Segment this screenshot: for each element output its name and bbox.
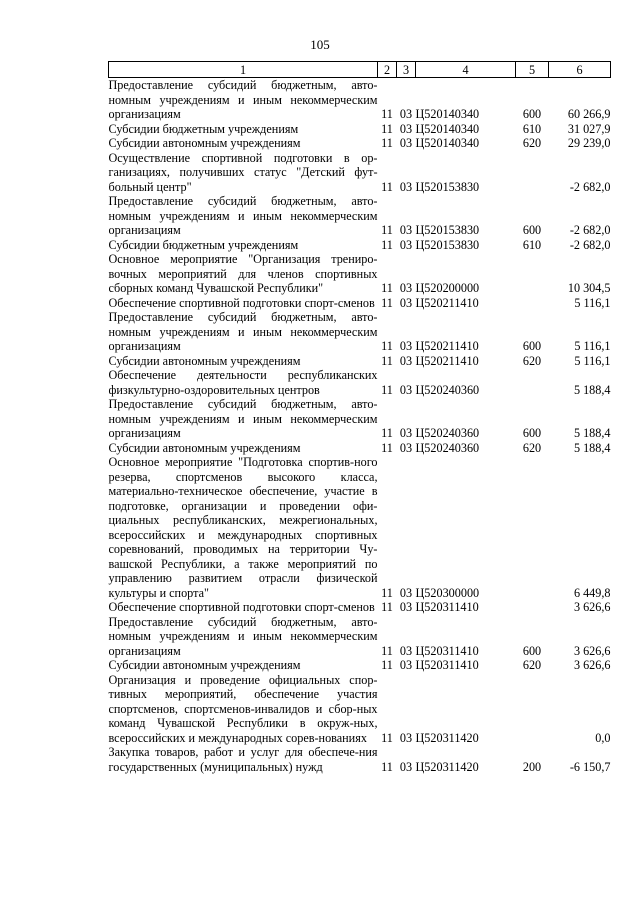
row-target-code: Ц520240360 [415, 426, 480, 440]
header-col-3: 3 [397, 62, 416, 78]
row-subsection: 03 [399, 295, 413, 310]
row-target-code: Ц520240360 [415, 440, 480, 455]
row-amount: 29 239,0 [567, 136, 611, 150]
row-name: Предоставление субсидий бюджетным, авто-номным учреждениям и иным некоммерческим организациям [108, 78, 378, 121]
row-subsection: 03 [399, 440, 413, 455]
row-amount: -2 682,0 [569, 237, 611, 252]
row-expense-type [516, 368, 549, 397]
table-header-row [109, 62, 611, 78]
row-name: Предоставление субсидий бюджетным, авто-номным учреждениям и иным некоммерческим организациям [108, 310, 378, 353]
row-subsection: 03 [399, 223, 413, 237]
row-target-code: Ц520211410 [415, 339, 479, 353]
row-subsection: 03 [399, 179, 413, 194]
row-expense-type: 600 [522, 426, 542, 440]
table-row [109, 151, 611, 195]
row-name: Субсидии автономным учреждениям [108, 353, 301, 368]
row-target-code: Ц520311420 [415, 759, 479, 774]
row-section: 11 [381, 339, 393, 353]
row-name: Основное мероприятие "Организация трениро-вочных мероприятий для членов спортивных сборных команд Чувашской Республики" [108, 252, 378, 295]
table-row [109, 673, 611, 746]
row-name: Осуществление спортивной подготовки в ор-ганизациях, получивших статус "Детский фут-больный центр" [108, 150, 378, 194]
row-subsection: 03 [399, 658, 413, 672]
row-target-code: Ц520140340 [415, 121, 480, 136]
table-row [109, 296, 611, 311]
row-subsection: 03 [399, 237, 413, 252]
row-name: Предоставление субсидий бюджетным, авто-номным учреждениям и иным некоммерческим организациям [108, 397, 378, 440]
row-amount: 5 188,4 [573, 382, 611, 397]
row-subsection: 03 [399, 121, 413, 136]
row-target-code: Ц520153830 [415, 237, 480, 252]
table-row [109, 615, 611, 659]
row-section: 11 [381, 382, 393, 397]
row-section: 11 [381, 426, 393, 440]
row-section: 11 [381, 440, 393, 455]
row-target-code: Ц520153830 [415, 179, 480, 194]
row-subsection: 03 [399, 759, 413, 774]
row-subsection: 03 [399, 382, 413, 397]
row-expense-type: 620 [522, 136, 542, 150]
row-section: 11 [381, 107, 393, 121]
row-name: Организация и проведение официальных спор-тивных мероприятий, обеспечение участия спортсменов, спортсменов-инвалидов и сбор-ных команд Чувашской Республики в окруж-ных, всероссийских и международных сорев-нованиях [108, 672, 378, 745]
row-expense-type [516, 455, 549, 600]
row-section: 11 [381, 730, 393, 745]
header-col-2: 2 [378, 62, 397, 78]
table-row [109, 136, 611, 151]
header-col-4: 4 [416, 62, 516, 78]
row-subsection: 03 [399, 107, 413, 121]
header-col-5: 5 [516, 62, 549, 78]
table-row [109, 238, 611, 253]
table-row [109, 122, 611, 137]
header-col-1: 1 [109, 62, 378, 78]
row-amount: 5 116,1 [574, 295, 611, 310]
row-amount: 3 626,6 [573, 600, 611, 614]
row-target-code: Ц520140340 [415, 136, 480, 150]
row-name: Субсидии бюджетным учреждениям [108, 237, 299, 252]
row-expense-type [516, 296, 549, 311]
row-amount: 6 449,8 [573, 585, 611, 600]
row-amount: -2 682,0 [569, 179, 611, 194]
row-subsection: 03 [399, 585, 413, 600]
row-target-code: Ц520211410 [415, 353, 479, 368]
row-name: Предоставление субсидий бюджетным, авто-номным учреждениям и иным некоммерческим организациям [108, 614, 378, 658]
table-row [109, 441, 611, 456]
row-expense-type: 610 [522, 237, 542, 252]
row-expense-type: 200 [522, 759, 542, 774]
row-expense-type: 620 [522, 658, 542, 672]
table-row [109, 455, 611, 600]
row-expense-type: 600 [522, 223, 542, 237]
row-expense-type: 600 [522, 339, 542, 353]
row-target-code: Ц520311410 [415, 658, 479, 672]
table-row [109, 658, 611, 673]
row-target-code: Ц520200000 [415, 281, 480, 295]
row-expense-type: 610 [522, 121, 542, 136]
row-expense-type [516, 252, 549, 296]
row-expense-type [516, 600, 549, 615]
row-target-code: Ц520311420 [415, 730, 479, 745]
row-subsection: 03 [399, 353, 413, 368]
row-target-code: Ц520240360 [415, 382, 480, 397]
budget-table [108, 61, 611, 774]
row-amount: 0,0 [595, 730, 611, 745]
row-target-code: Ц520311410 [415, 600, 479, 614]
row-amount: 60 266,9 [567, 107, 611, 121]
table-row [109, 600, 611, 615]
row-section: 11 [381, 295, 393, 310]
row-expense-type [516, 673, 549, 746]
row-amount: 3 626,6 [573, 658, 611, 672]
row-name: Основное мероприятие "Подготовка спортив-ного резерва, спортсменов высокого класса, материально-техническое обеспечение, участие в подготовке, организации и проведении офи-циальных республиканских, межрегиональных, всероссийских и международных спортивных соревнований, проводимых на территории Чу-вашской Республики, а также мероприятий по управлению развитием отрасли физической культуры и спорта" [108, 455, 378, 600]
row-target-code: Ц520300000 [415, 585, 480, 600]
row-subsection: 03 [399, 643, 413, 658]
table-row [109, 397, 611, 441]
row-section: 11 [381, 643, 393, 658]
row-target-code: Ц520211410 [415, 295, 479, 310]
row-name: Субсидии автономным учреждениям [108, 136, 301, 150]
row-subsection: 03 [399, 281, 413, 295]
table-row [109, 368, 611, 397]
row-target-code: Ц520140340 [415, 107, 480, 121]
row-name: Субсидии бюджетным учреждениям [108, 121, 299, 136]
row-name: Предоставление субсидий бюджетным, авто-номным учреждениям и иным некоммерческим организациям [108, 194, 378, 237]
row-section: 11 [381, 237, 393, 252]
row-name: Обеспечение спортивной подготовки спорт-сменов [108, 295, 375, 310]
row-section: 11 [381, 136, 393, 150]
row-subsection: 03 [399, 426, 413, 440]
table-row [109, 310, 611, 354]
row-section: 11 [381, 223, 393, 237]
row-amount: 5 188,4 [573, 426, 611, 440]
row-amount: 5 188,4 [573, 440, 611, 455]
table-row [109, 354, 611, 369]
row-amount: -6 150,7 [569, 759, 611, 774]
row-expense-type [516, 151, 549, 195]
row-expense-type: 600 [522, 107, 542, 121]
row-section: 11 [381, 600, 393, 614]
row-target-code: Ц520311410 [415, 643, 479, 658]
row-section: 11 [381, 121, 393, 136]
row-section: 11 [381, 179, 393, 194]
row-subsection: 03 [399, 136, 413, 150]
row-amount: 5 116,1 [574, 339, 611, 353]
row-name: Обеспечение деятельности республиканских физкультурно-оздоровительных центров [108, 368, 378, 397]
row-expense-type: 620 [522, 353, 542, 368]
row-amount: 31 027,9 [567, 121, 611, 136]
row-expense-type: 600 [522, 643, 542, 658]
page-number: 105 [310, 37, 330, 52]
row-name: Субсидии автономным учреждениям [108, 440, 301, 455]
row-subsection: 03 [399, 600, 413, 614]
row-name: Субсидии автономным учреждениям [108, 658, 301, 672]
table-row [109, 745, 611, 774]
row-amount: 3 626,6 [573, 643, 611, 658]
row-name: Закупка товаров, работ и услуг для обеспече-ния государственных (муниципальных) нужд [108, 745, 378, 774]
table-row [109, 252, 611, 296]
table-body [109, 78, 611, 775]
row-name: Обеспечение спортивной подготовки спорт-сменов [108, 600, 375, 614]
row-section: 11 [381, 353, 393, 368]
row-section: 11 [381, 281, 393, 295]
row-subsection: 03 [399, 730, 413, 745]
table-row [109, 78, 611, 122]
row-amount: -2 682,0 [569, 223, 611, 237]
row-expense-type: 620 [522, 440, 542, 455]
row-target-code: Ц520153830 [415, 223, 480, 237]
row-subsection: 03 [399, 339, 413, 353]
row-section: 11 [381, 759, 393, 774]
row-section: 11 [381, 658, 393, 672]
header-col-6: 6 [549, 62, 611, 78]
row-amount: 10 304,5 [567, 281, 611, 295]
row-section: 11 [381, 585, 393, 600]
row-amount: 5 116,1 [574, 353, 611, 368]
table-row [109, 194, 611, 238]
